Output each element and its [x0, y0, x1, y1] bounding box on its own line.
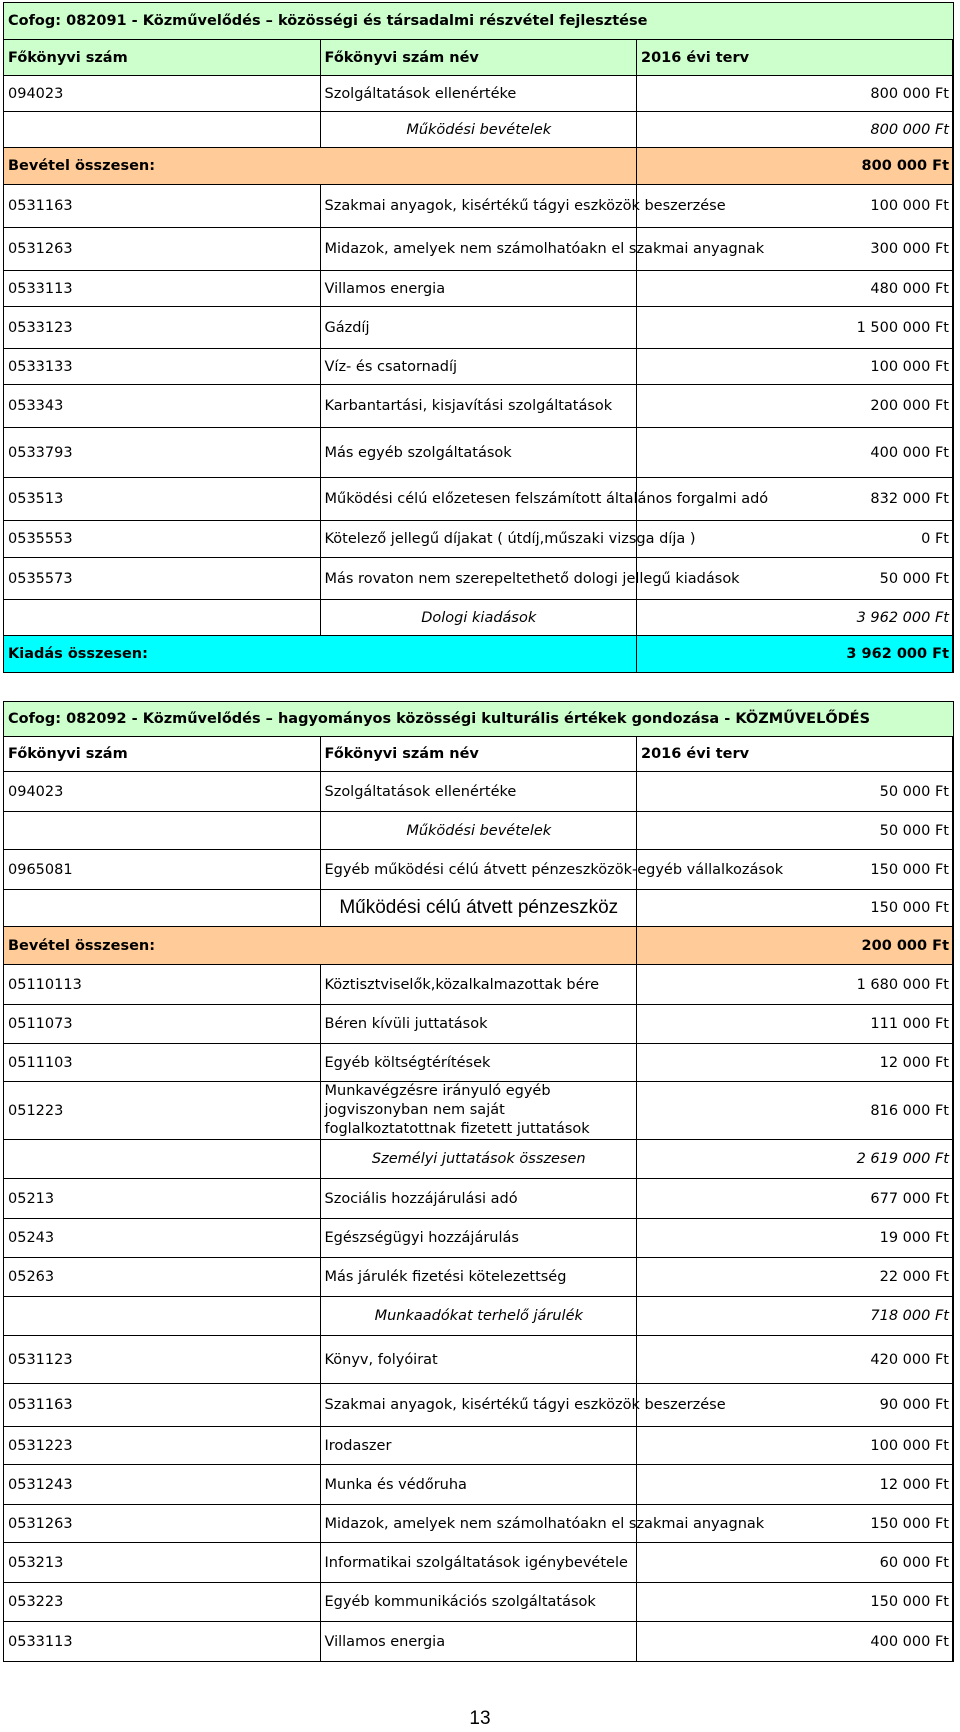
row-name: Egyéb költségtérítések — [320, 1044, 637, 1082]
row-name: Kötelező jellegű díjakat ( útdíj,műszaki vizsga díja ) — [320, 521, 637, 558]
row-value: 0 Ft — [637, 521, 954, 558]
row-name: Karbantartási, kisjavítási szolgáltatások — [320, 385, 637, 428]
total-label: Bevétel összesen: — [4, 148, 637, 185]
row-code: 0533793 — [4, 428, 321, 478]
section-caption: Cofog: 082092 - Közművelődés – hagyományos közösségi kulturális értékek gondozása - KÖZMŰVELŐDÉS — [4, 702, 954, 737]
row-code: 05263 — [4, 1258, 321, 1297]
row-name: Villamos energia — [320, 271, 637, 307]
table-row — [4, 185, 954, 228]
row-code: 0531223 — [4, 1427, 321, 1465]
subtotal-value: 2 619 000 Ft — [637, 1140, 954, 1179]
table-row — [4, 521, 954, 558]
row-code: 053223 — [4, 1583, 321, 1622]
row-code: 0531163 — [4, 1384, 321, 1427]
row-name: Köztisztviselők,közalkalmazottak bére — [320, 965, 637, 1005]
table-row — [4, 1427, 954, 1465]
table-row — [4, 1179, 954, 1219]
table-row — [4, 385, 954, 428]
row-name: Béren kívüli juttatások — [320, 1005, 637, 1044]
row-code: 0533133 — [4, 349, 321, 385]
row-name: Munka és védőruha — [320, 1465, 637, 1505]
row-name: Szociális hozzájárulási adó — [320, 1179, 637, 1219]
table-row — [4, 1336, 954, 1384]
subtotal-value: 50 000 Ft — [637, 812, 954, 850]
row-name: Irodaszer — [320, 1427, 637, 1465]
table-row — [4, 1543, 954, 1583]
row-value: 22 000 Ft — [637, 1258, 954, 1297]
row-name: Víz- és csatornadíj — [320, 349, 637, 385]
row-code: 0535573 — [4, 558, 321, 600]
row-value: 100 000 Ft — [637, 1427, 954, 1465]
row-code: 0535553 — [4, 521, 321, 558]
row-code: 0965081 — [4, 850, 321, 890]
subtotal-value: 718 000 Ft — [637, 1297, 954, 1336]
header-plan: 2016 évi terv — [637, 737, 954, 772]
row-value: 1 500 000 Ft — [637, 307, 954, 349]
section-caption: Cofog: 082091 - Közművelődés – közösségi és társadalmi részvétel fejlesztése — [4, 3, 954, 40]
row-code: 053213 — [4, 1543, 321, 1583]
row-name: Működési célú előzetesen felszámított általános forgalmi adó — [320, 478, 637, 521]
row-code: 05243 — [4, 1219, 321, 1258]
table-row — [4, 1622, 954, 1662]
subtotal-label: Munkaadókat terhelő járulék — [320, 1297, 637, 1336]
header-name: Főkönyvi szám név — [320, 40, 637, 76]
section-caption-row — [4, 3, 954, 40]
header-code: Főkönyvi szám — [4, 737, 321, 772]
total-row — [4, 927, 954, 965]
table-row — [4, 1005, 954, 1044]
row-code: 05213 — [4, 1179, 321, 1219]
table-row — [4, 428, 954, 478]
row-value: 300 000 Ft — [637, 228, 954, 271]
table-row — [4, 772, 954, 812]
row-code: 0533123 — [4, 307, 321, 349]
row-name: Más egyéb szolgáltatások — [320, 428, 637, 478]
total-label: Kiadás összesen: — [4, 636, 637, 673]
table-row — [4, 307, 954, 349]
row-value: 200 000 Ft — [637, 385, 954, 428]
subtotal-row — [4, 1297, 954, 1336]
budget-table-section-2 — [3, 701, 954, 1662]
subtotal-label: Dologi kiadások — [320, 600, 637, 636]
page-number: 13 — [469, 1708, 491, 1729]
row-code: 0531163 — [4, 185, 321, 228]
subtotal-row — [4, 890, 954, 927]
row-code: 094023 — [4, 772, 321, 812]
row-value: 150 000 Ft — [637, 1583, 954, 1622]
row-value: 12 000 Ft — [637, 1465, 954, 1505]
row-code: 094023 — [4, 76, 321, 112]
subtotal-row — [4, 112, 954, 148]
subtotal-row — [4, 1140, 954, 1179]
row-code: 051223 — [4, 1082, 321, 1140]
subtotal-label: Működési bevételek — [320, 112, 637, 148]
header-code: Főkönyvi szám — [4, 40, 321, 76]
subtotal-row — [4, 600, 954, 636]
table-row — [4, 478, 954, 521]
row-value: 677 000 Ft — [637, 1179, 954, 1219]
row-name: Szolgáltatások ellenértéke — [320, 76, 637, 112]
row-value: 150 000 Ft — [637, 850, 954, 890]
row-value: 150 000 Ft — [637, 1505, 954, 1543]
row-name: Gázdíj — [320, 307, 637, 349]
row-name: Könyv, folyóirat — [320, 1336, 637, 1384]
row-code: 05110113 — [4, 965, 321, 1005]
row-name: Midazok, amelyek nem számolhatóakn el szakmai anyagnak — [320, 228, 637, 271]
row-code — [4, 812, 321, 850]
table-row — [4, 1384, 954, 1427]
row-value: 19 000 Ft — [637, 1219, 954, 1258]
row-name: Villamos energia — [320, 1622, 637, 1662]
table-row — [4, 965, 954, 1005]
table-row — [4, 228, 954, 271]
row-value: 1 680 000 Ft — [637, 965, 954, 1005]
row-code: 053343 — [4, 385, 321, 428]
total-value: 3 962 000 Ft — [637, 636, 954, 673]
row-value: 50 000 Ft — [637, 558, 954, 600]
table-row — [4, 850, 954, 890]
row-code — [4, 890, 321, 927]
row-name: Egészségügyi hozzájárulás — [320, 1219, 637, 1258]
row-value: 832 000 Ft — [637, 478, 954, 521]
row-value: 60 000 Ft — [637, 1543, 954, 1583]
row-code — [4, 1297, 321, 1336]
row-value: 400 000 Ft — [637, 1622, 954, 1662]
row-code: 0511073 — [4, 1005, 321, 1044]
table-row — [4, 271, 954, 307]
row-code: 0531263 — [4, 228, 321, 271]
row-code: 053513 — [4, 478, 321, 521]
row-value: 480 000 Ft — [637, 271, 954, 307]
table-row — [4, 1505, 954, 1543]
row-value: 90 000 Ft — [637, 1384, 954, 1427]
total-value: 800 000 Ft — [637, 148, 954, 185]
header-row — [4, 737, 954, 772]
header-plan: 2016 évi terv — [637, 40, 954, 76]
row-value: 800 000 Ft — [637, 76, 954, 112]
subtotal-label: Működési bevételek — [320, 812, 637, 850]
subtotal-value: 800 000 Ft — [637, 112, 954, 148]
row-code — [4, 112, 321, 148]
subtotal-row — [4, 812, 954, 850]
table-row — [4, 1583, 954, 1622]
total-row — [4, 148, 954, 185]
row-name: Egyéb működési célú átvett pénzeszközök-egyéb vállalkozások — [320, 850, 637, 890]
row-value: 400 000 Ft — [637, 428, 954, 478]
row-name: Munkavégzésre irányuló egyéb jogviszonyban nem saját foglalkoztatottnak fizetett juttatások — [320, 1082, 637, 1140]
total-row — [4, 636, 954, 673]
section-caption-row — [4, 702, 954, 737]
row-name: Szolgáltatások ellenértéke — [320, 772, 637, 812]
row-value: 420 000 Ft — [637, 1336, 954, 1384]
table-row — [4, 1044, 954, 1082]
table-row — [4, 1258, 954, 1297]
subtotal-label: Működési célú átvett pénzeszköz — [320, 890, 637, 927]
subtotal-value: 3 962 000 Ft — [637, 600, 954, 636]
table-row — [4, 1465, 954, 1505]
row-value: 12 000 Ft — [637, 1044, 954, 1082]
table-row — [4, 349, 954, 385]
row-name: Midazok, amelyek nem számolhatóakn el szakmai anyagnak — [320, 1505, 637, 1543]
row-code: 0531263 — [4, 1505, 321, 1543]
table-row — [4, 76, 954, 112]
table-row — [4, 1082, 954, 1140]
row-name: Más rovaton nem szerepeltethető dologi jellegű kiadások — [320, 558, 637, 600]
row-value: 111 000 Ft — [637, 1005, 954, 1044]
budget-table-section-1 — [3, 2, 954, 673]
table-row — [4, 1219, 954, 1258]
row-value: 816 000 Ft — [637, 1082, 954, 1140]
row-code: 0511103 — [4, 1044, 321, 1082]
header-name: Főkönyvi szám név — [320, 737, 637, 772]
row-code: 0531123 — [4, 1336, 321, 1384]
row-name: Informatikai szolgáltatások igénybevétele — [320, 1543, 637, 1583]
total-value: 200 000 Ft — [637, 927, 954, 965]
table-row — [4, 558, 954, 600]
row-value: 100 000 Ft — [637, 185, 954, 228]
row-code: 0533113 — [4, 1622, 321, 1662]
header-row — [4, 40, 954, 76]
row-code: 0533113 — [4, 271, 321, 307]
row-value: 100 000 Ft — [637, 349, 954, 385]
row-code: 0531243 — [4, 1465, 321, 1505]
row-name: Szakmai anyagok, kisértékű tágyi eszközök beszerzése — [320, 185, 637, 228]
subtotal-value: 150 000 Ft — [637, 890, 954, 927]
total-label: Bevétel összesen: — [4, 927, 637, 965]
row-code — [4, 600, 321, 636]
row-name: Egyéb kommunikációs szolgáltatások — [320, 1583, 637, 1622]
row-value: 50 000 Ft — [637, 772, 954, 812]
subtotal-label: Személyi juttatások összesen — [320, 1140, 637, 1179]
row-code — [4, 1140, 321, 1179]
row-name: Más járulék fizetési kötelezettség — [320, 1258, 637, 1297]
row-name: Szakmai anyagok, kisértékű tágyi eszközök beszerzése — [320, 1384, 637, 1427]
